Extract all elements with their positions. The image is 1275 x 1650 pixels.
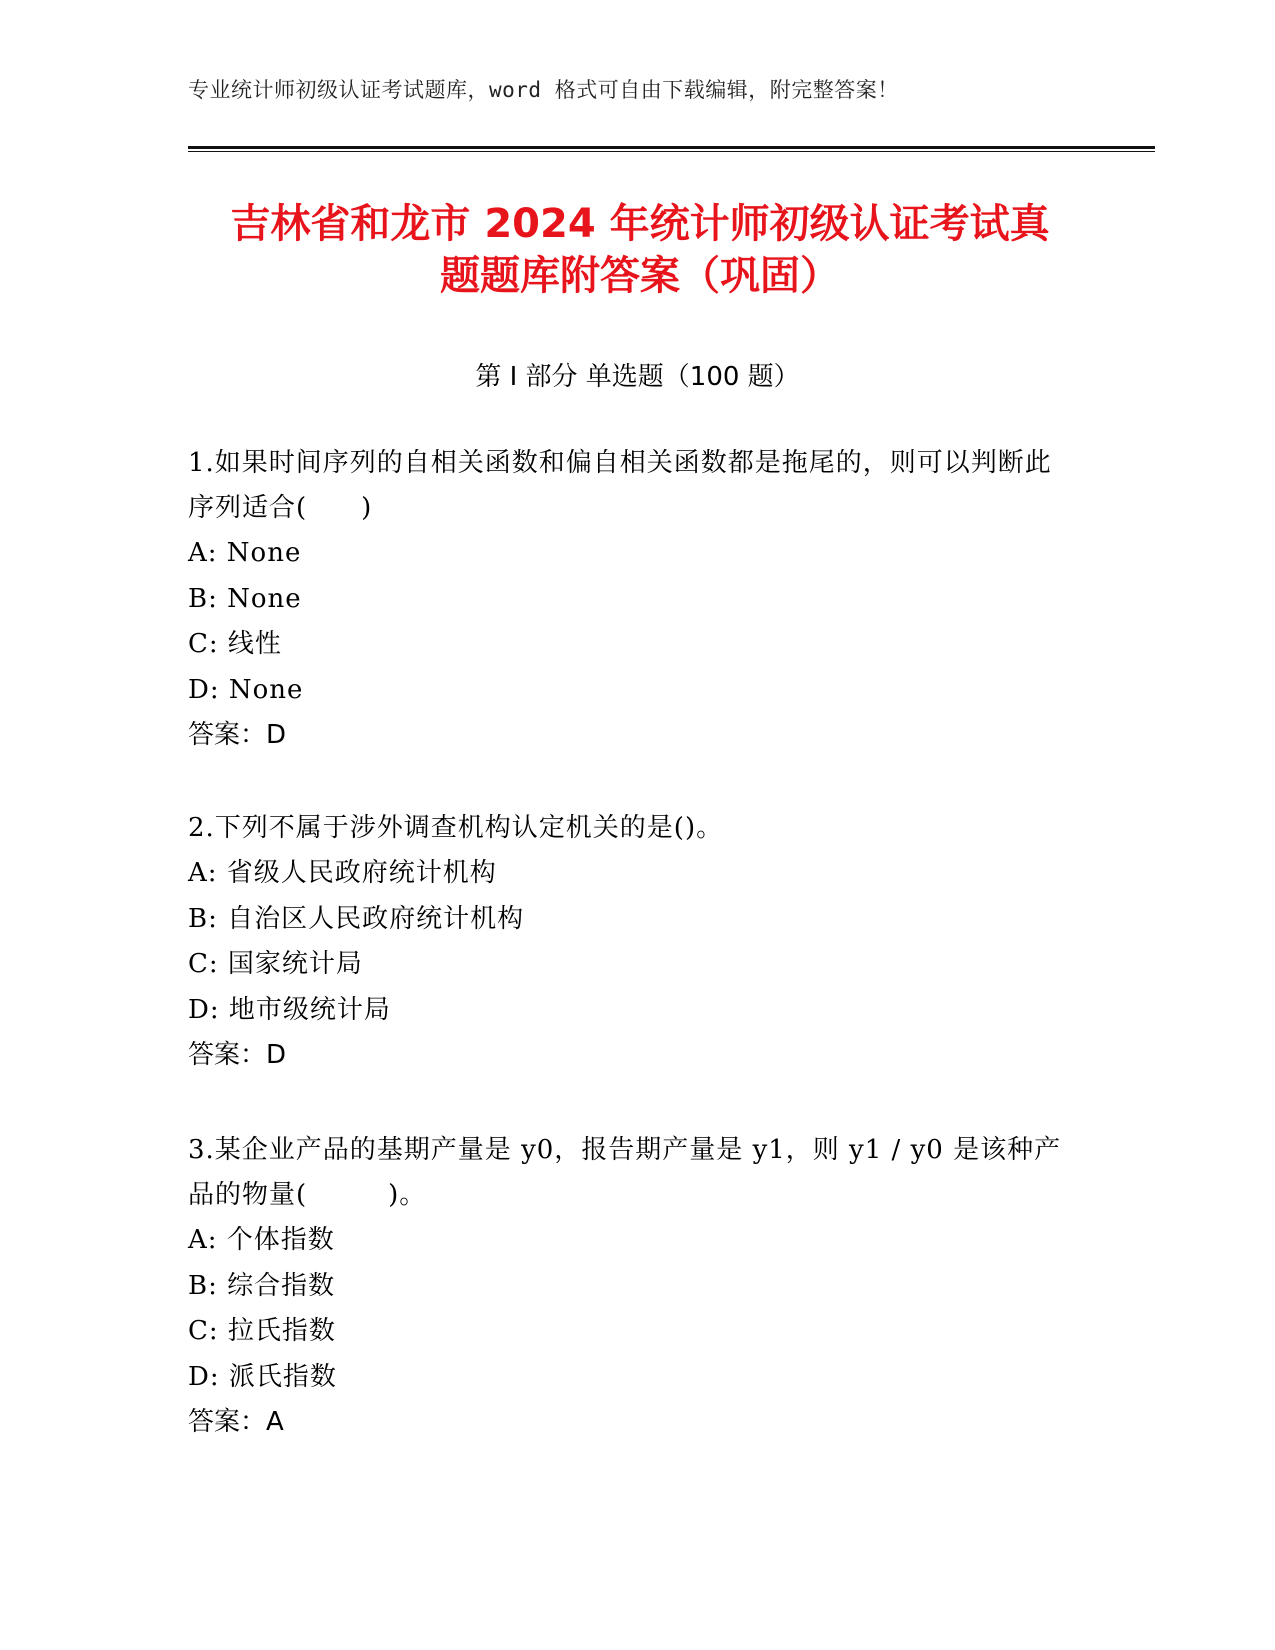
section-heading: 第 I 部分 单选题（100 题） — [475, 362, 800, 392]
option-a: A: 省级人民政府统计机构 — [188, 858, 497, 888]
option-d: D: 派氏指数 — [188, 1361, 337, 1392]
header-note: 专业统计师初级认证考试题库，word 格式可自由下载编辑，附完整答案！ — [188, 78, 899, 102]
question-stem: 1.如果时间序列的自相关函数和偏自相关函数都是拖尾的，则可以判断此序列适合( ) — [188, 448, 1052, 523]
option-a: A: 个体指数 — [188, 1225, 335, 1255]
answer: 答案：A — [188, 1407, 284, 1437]
option-d: D: None — [188, 674, 304, 705]
option-b: B: 自治区人民政府统计机构 — [188, 903, 525, 934]
option-c: C: 线性 — [188, 629, 282, 659]
header-divider-thin — [188, 151, 1155, 152]
option-b: B: 综合指数 — [188, 1270, 336, 1301]
option-a: A: None — [188, 538, 302, 568]
page-title — [160, 198, 1120, 302]
page-title-line-1: 吉林省和龙市 2024 年统计师初级认证考试真 — [230, 201, 1050, 247]
option-b: B: None — [188, 583, 302, 614]
option-c: C: 拉氏指数 — [188, 1316, 336, 1346]
page-title-line-2: 题题库附答案（巩固） — [440, 253, 840, 299]
question-2 — [188, 806, 1068, 1078]
question-stem: 3.某企业产品的基期产量是 y0，报告期产量是 y1，则 y1 / y0 是该种产品的物量( )。 — [188, 1135, 1062, 1210]
question-3 — [188, 1128, 1068, 1445]
option-d: D: 地市级统计局 — [188, 994, 391, 1025]
question-1 — [188, 441, 1068, 758]
answer: 答案：D — [188, 720, 287, 750]
header-divider — [188, 146, 1155, 149]
answer: 答案：D — [188, 1040, 287, 1070]
question-stem: 2.下列不属于涉外调查机构认定机关的是()。 — [188, 813, 724, 843]
option-c: C: 国家统计局 — [188, 949, 363, 979]
